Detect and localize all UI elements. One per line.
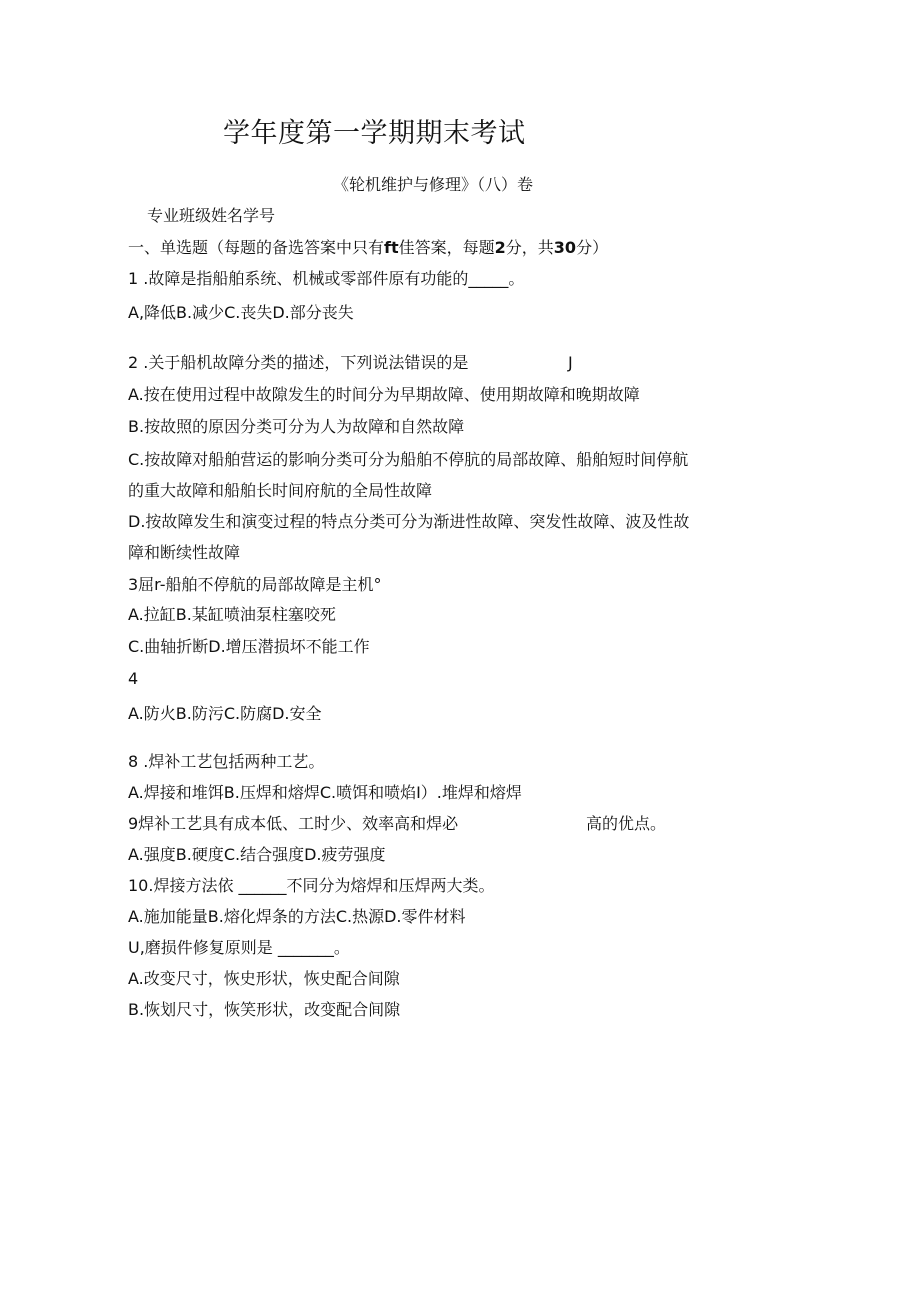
question-3-options-cd: C.曲轴折断D.增压潜损坏不能工作 <box>128 637 370 656</box>
question-2: 2 .关于船机故障分类的描述，下列说法错误的是 <box>128 353 469 372</box>
question-10-options: A.施加能量B.熔化焊条的方法C.热源D.零件材料 <box>128 907 466 926</box>
section-bold-c: 30 <box>553 238 577 257</box>
student-info-line: 专业班级姓名学号 <box>147 206 276 225</box>
exam-title: 学年度第一学期期末考试 <box>223 118 526 149</box>
section-heading <box>128 237 608 259</box>
question-4: 4 <box>128 669 139 688</box>
section-middle-a: 佳答案，每题 <box>398 238 495 257</box>
question-4-options: A.防火B.防污C.防腐D.安全 <box>128 704 322 723</box>
section-suffix: 分） <box>576 238 609 257</box>
question-3-options-ab: A.拉缸B.某缸喷油泵柱塞咬死 <box>128 605 336 624</box>
question-11: U,磨损件修复原则是 _______。 <box>128 938 350 957</box>
question-9-cont: 高的优点。 <box>586 814 667 833</box>
question-2-option-c: C.按故障对船舶营运的影响分类可分为船舶不停肮的局部故障、船舶短时间停航 <box>128 450 689 469</box>
question-1: 1 .故障是指船舶系统、机械或零部件原有功能的_____。 <box>128 269 525 288</box>
question-2-option-a: A.按在使用过程中故隙发生的时间分为早期故障、使用期故障和晚期故障 <box>128 385 640 404</box>
question-11-option-a: A.改变尺寸，恢史形状，恢史配合间隙 <box>128 969 400 988</box>
question-9-options: A.强度B.硬度C.结合强度D.疲劳强度 <box>128 845 386 864</box>
exam-subtitle: 《轮机维护与修理》（八）卷 <box>333 175 534 194</box>
question-3: 3屈r-船舶不停航的局部故障是主机° <box>128 575 382 594</box>
question-11-option-b: B.恢划尺寸，恢笑形状，改变配合间隙 <box>128 1000 401 1019</box>
question-9: 9焊补工艺具有成本低、工时少、效率高和焊必 <box>128 814 459 833</box>
question-2-option-c-cont: 的重大故障和船舶长时间府航的全局性故障 <box>128 481 433 500</box>
section-bold-b: 2 <box>494 238 506 257</box>
question-2-option-d-cont: 障和断续性故障 <box>128 543 241 562</box>
question-1-options: A,降低B.减少C.丧失D.部分丧失 <box>128 303 354 322</box>
question-2-mark: J <box>568 353 573 372</box>
section-prefix: 一、单选题（每题的备选答案中只有 <box>128 238 385 257</box>
question-10: 10.焊接方法依 ______不同分为熔焊和压焊两大类。 <box>128 876 495 895</box>
question-8: 8 .焊补工艺包括两种工艺。 <box>128 752 325 771</box>
question-2-option-b: B.按故照的原因分类可分为人为故障和自然故障 <box>128 417 465 436</box>
question-2-option-d: D.按故障发生和演变过程的特点分类可分为渐进性故障、突发性故障、波及性故 <box>128 512 690 531</box>
question-8-options: A.焊接和堆饵B.压焊和熔焊C.喷饵和喷焰I）.堆焊和熔焊 <box>128 783 522 802</box>
section-middle-b: 分，共 <box>505 238 554 257</box>
section-bold-a: ft <box>384 238 399 257</box>
